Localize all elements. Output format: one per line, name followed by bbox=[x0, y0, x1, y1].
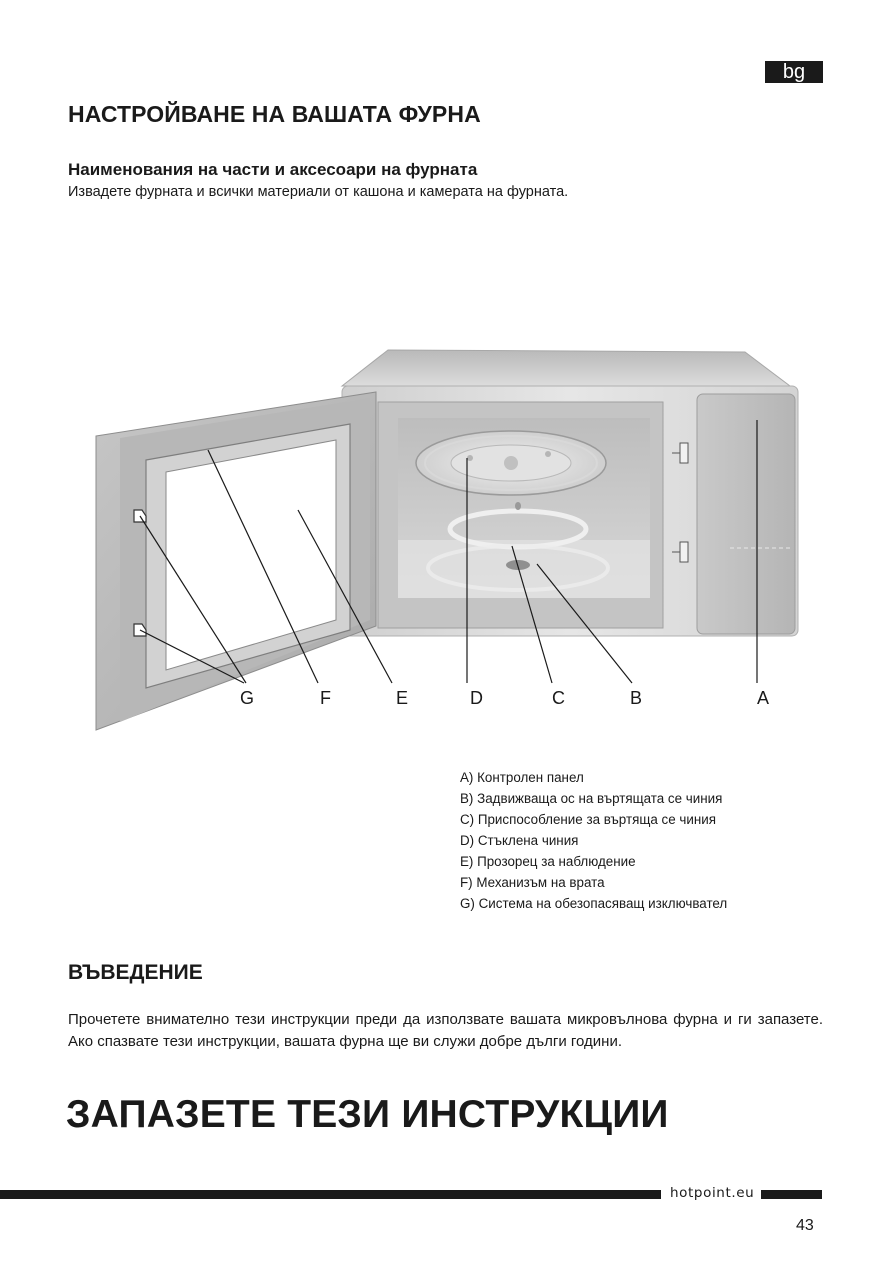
label-a: A bbox=[757, 688, 770, 708]
parts-legend bbox=[460, 767, 727, 914]
legend-item: D) Стъклена чиния bbox=[460, 833, 579, 848]
intro-paragraph: Прочетете внимателно тези инструкции преди да използвате вашата микровълнова фурна и ги запазете. Ако спазвате тези инструкции, вашата фурна ще ви служи добре дълги години. bbox=[68, 1011, 823, 1050]
save-instructions-title: ЗАПАЗЕТЕ ТЕЗИ ИНСТРУКЦИИ bbox=[66, 1093, 669, 1136]
footer-rule-left bbox=[0, 1190, 661, 1199]
oven-top bbox=[342, 350, 790, 386]
page-title: НАСТРОЙВАНЕ НА ВАШАТА ФУРНА bbox=[68, 101, 481, 127]
intro-heading: ВЪВЕДЕНИЕ bbox=[68, 961, 203, 984]
hinge-slot-bottom bbox=[680, 542, 688, 562]
footer-website: hotpoint.eu bbox=[670, 1185, 755, 1201]
label-f: F bbox=[320, 688, 331, 708]
microwave-diagram bbox=[0, 330, 892, 750]
legend-item: G) Система на обезопасяващ изключвател bbox=[460, 896, 728, 911]
legend-item: E) Прозорец за наблюдение bbox=[460, 854, 636, 869]
legend-item: C) Приспособление за въртяща се чиния bbox=[460, 812, 716, 827]
legend-item: A) Контролен панел bbox=[460, 770, 584, 785]
legend-item: F) Механизъм на врата bbox=[460, 875, 605, 890]
label-c: C bbox=[552, 688, 565, 708]
language-badge: bg bbox=[765, 61, 823, 83]
control-panel bbox=[697, 394, 795, 634]
page-number: 43 bbox=[796, 1217, 814, 1234]
legend-item: B) Задвижваща ос на въртящата се чиния bbox=[460, 791, 723, 806]
parts-subtext: Извадете фурната и всички материали от кашона и камерата на фурната. bbox=[68, 184, 569, 200]
footer-rule-right bbox=[761, 1190, 822, 1199]
label-e: E bbox=[396, 688, 409, 708]
label-d: D bbox=[470, 688, 483, 708]
parts-heading: Наименования на части и аксесоари на фурната bbox=[68, 160, 478, 179]
label-g: G bbox=[240, 688, 255, 708]
label-b: B bbox=[630, 688, 643, 708]
hinge-slot-top bbox=[680, 443, 688, 463]
